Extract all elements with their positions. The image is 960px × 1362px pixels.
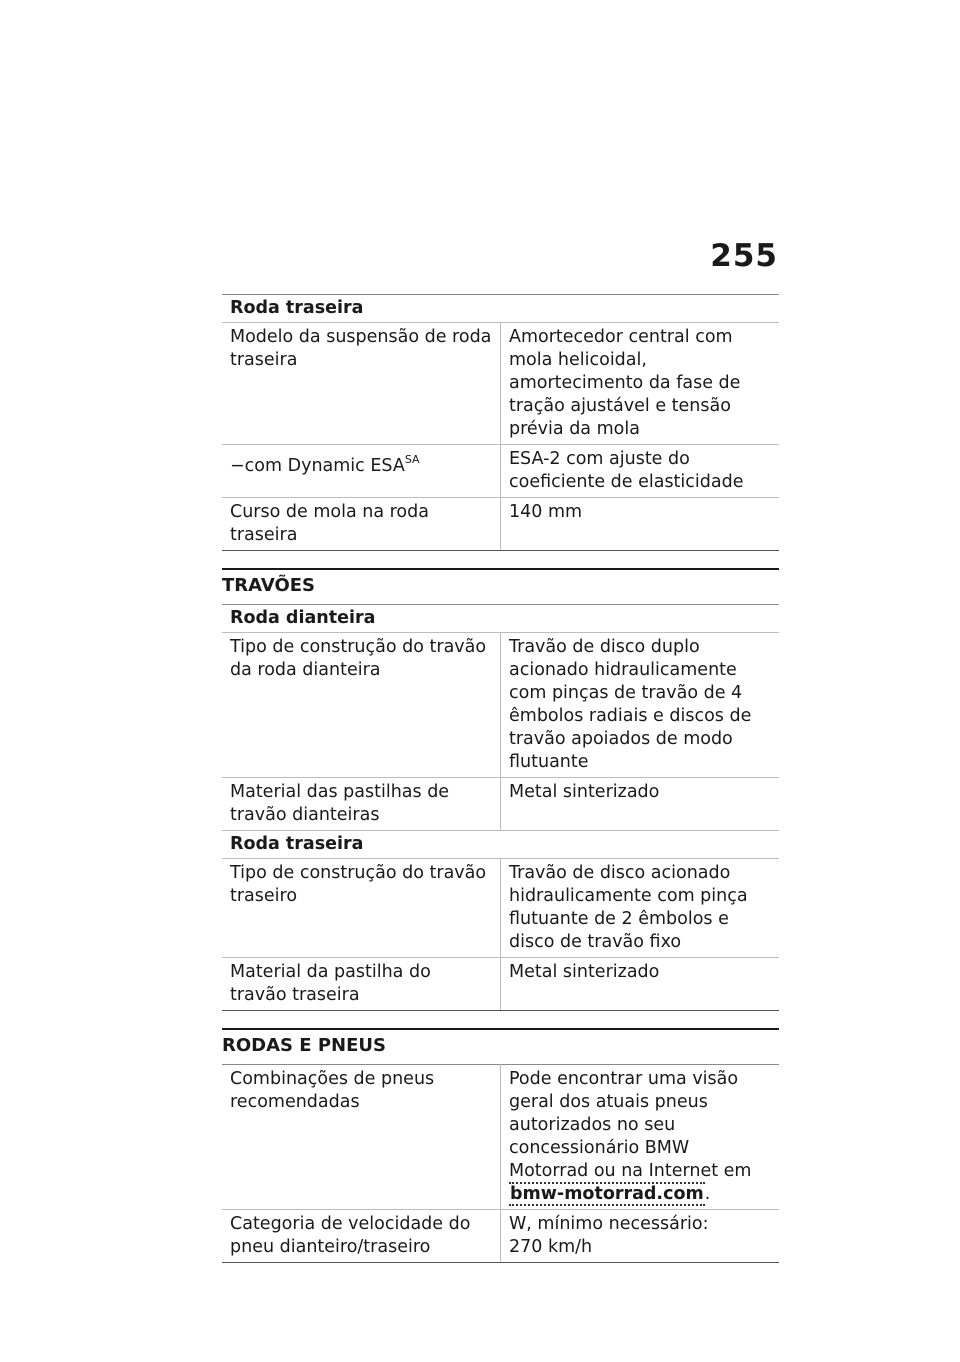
spec-value-text: Pode encontrar uma visão geral dos atuais pneus autorizados no seu concessionário BMW Motorrad ou na Internet em [509,1069,752,1181]
table-subheading-row [222,605,779,633]
spec-label: Material das pastilhas de travão dianteiras [222,778,501,831]
spec-label: Combinações de pneus recomendadas [222,1065,501,1210]
table-row [222,958,779,1011]
spec-value-line2: 270 km/h [509,1237,593,1257]
table-row [222,633,779,778]
spec-value [501,1065,780,1210]
subheading-rear-wheel: Roda traseira [222,831,779,859]
wheels-tyres-table [222,1064,779,1263]
page-number: 255 [710,238,778,274]
spec-value: 140 mm [501,498,780,551]
spec-value: Metal sinterizado [501,778,780,831]
table-subheading-row [222,295,779,323]
spec-content [222,294,779,1263]
spec-label [222,445,501,498]
spec-label: Modelo da suspensão de roda traseira [222,323,501,445]
spec-value-line1: W, mínimo necessário: [509,1214,709,1234]
spec-value [501,1210,780,1263]
spec-label: Categoria de velocidade do pneu dianteiro/traseiro [222,1210,501,1263]
table-row [222,323,779,445]
spec-label: Tipo de construção do travão da roda dianteira [222,633,501,778]
table-row [222,859,779,958]
website-link[interactable]: bmw-motorrad.com [510,1184,704,1204]
section-title-wheels-tyres: RODAS E PNEUS [222,1028,779,1064]
table-row [222,1065,779,1210]
rear-suspension-table [222,294,779,551]
spec-label: Curso de mola na roda traseira [222,498,501,551]
table-row [222,778,779,831]
brakes-table [222,604,779,1011]
spec-value: Travão de disco acionado hidraulicamente com pinça flutuante de 2 êmbolos e disco de travão fixo [501,859,780,958]
table-subheading-row [222,831,779,859]
dash-prefix: − [230,456,245,476]
subheading-front-wheel: Roda dianteira [222,605,779,633]
period: . [704,1184,711,1204]
table-row [222,498,779,551]
spec-label-text: com Dynamic ESA [244,456,405,476]
section-title-brakes: TRAVÕES [222,568,779,604]
spec-value: Metal sinterizado [501,958,780,1011]
spec-value: Travão de disco duplo acionado hidraulicamente com pinças de travão de 4 êmbolos radiais e discos de travão apoiados de modo flutuante [501,633,780,778]
subheading-rear-wheel: Roda traseira [222,295,779,323]
table-row [222,445,779,498]
spec-label: Tipo de construção do travão traseiro [222,859,501,958]
spec-value: ESA-2 com ajuste do coeficiente de elasticidade [501,445,780,498]
option-sup: SA [404,453,420,466]
spec-label: Material da pastilha do travão traseira [222,958,501,1011]
table-row [222,1210,779,1263]
spec-value: Amortecedor central com mola helicoidal, amortecimento da fase de tração ajustável e tensão prévia da mola [501,323,780,445]
